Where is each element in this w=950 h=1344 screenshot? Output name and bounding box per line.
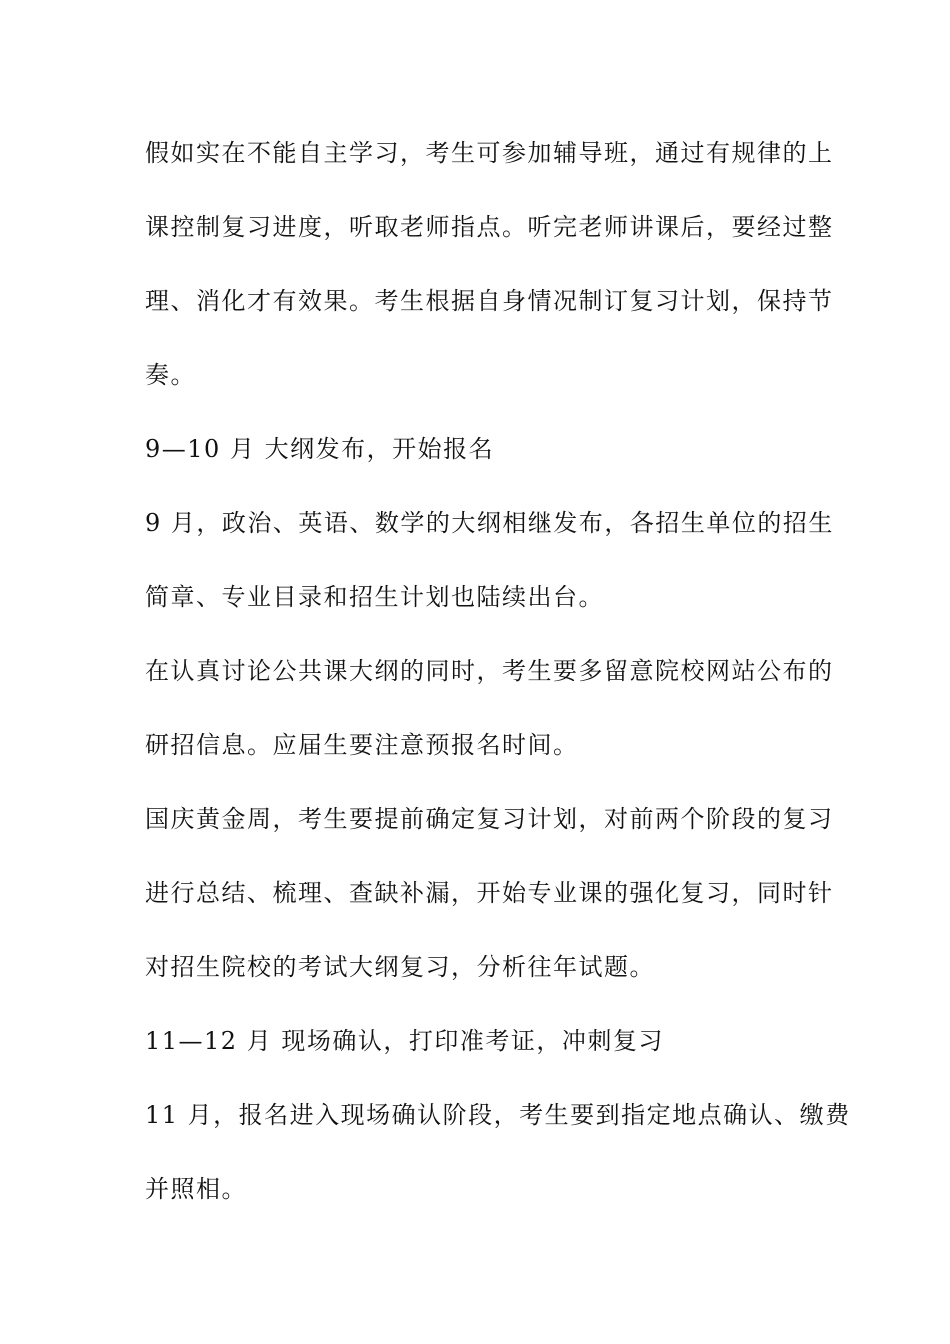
section-heading: 11—12 月 现场确认，打印准考证，冲刺复习 [145,1027,664,1055]
paragraph-line: 进行总结、梳理、查缺补漏，开始专业课的强化复习，同时针 [145,879,834,907]
paragraph-line: 国庆黄金周，考生要提前确定复习计划，对前两个阶段的复习 [145,805,834,833]
paragraph-line: 理、消化才有效果。考生根据自身情况制订复习计划，保持节 [145,287,834,315]
paragraph-line: 研招信息。应届生要注意预报名时间。 [145,731,579,759]
section-heading: 9—10 月 大纲发布，开始报名 [145,435,495,463]
paragraph-line: 9 月，政治、英语、数学的大纲相继发布，各招生单位的招生 [145,509,834,537]
paragraph-line: 课控制复习进度，听取老师指点。听完老师讲课后，要经过整 [145,213,834,241]
paragraph-line: 11 月，报名进入现场确认阶段，考生要到指定地点确认、缴费 [145,1101,851,1129]
paragraph-line: 对招生院校的考试大纲复习，分析往年试题。 [145,953,655,981]
paragraph-line: 奏。 [145,361,196,389]
paragraph-line: 简章、专业目录和招生计划也陆续出台。 [145,583,604,611]
paragraph-line: 在认真讨论公共课大纲的同时，考生要多留意院校网站公布的 [145,657,834,685]
paragraph-line: 假如实在不能自主学习，考生可参加辅导班，通过有规律的上 [145,139,834,167]
paragraph-line: 并照相。 [145,1175,247,1203]
